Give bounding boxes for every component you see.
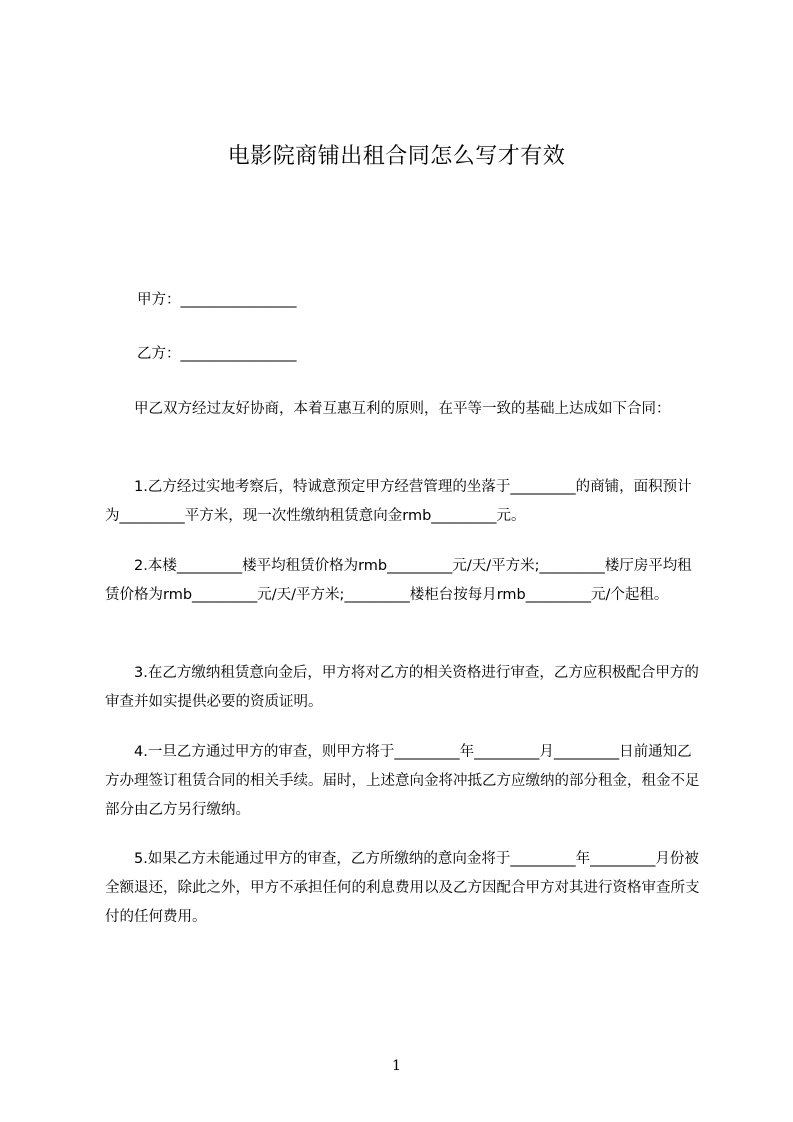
clause-2: 2.本楼_________楼平均租赁价格为rmb_________元/天/平方米;_________楼厅房平均租赁价格为rmb_________元/天/平方米;_________楼柜台按每月rmb_________元/个起租。 <box>105 558 692 603</box>
party-b-line: 乙方：________________ <box>137 346 297 362</box>
party-a-line: 甲方：________________ <box>137 292 297 308</box>
document-title: 电影院商铺出租合同怎么写才有效 <box>227 144 566 169</box>
clause-4: 4.一旦乙方通过甲方的审查，则甲方将于_________年_________月_________日前通知乙方办理签订租赁合同的相关手续。届时，上述意向金将冲抵乙方应缴纳的部分租金，租金不足部分由乙方另行缴纳。 <box>105 744 700 818</box>
intro-paragraph: 甲乙双方经过友好协商，本着互惠互利的原则，在平等一致的基础上达成如下合同： <box>105 401 671 417</box>
clause-3: 3.在乙方缴纳租赁意向金后，甲方将对乙方的相关资格进行审查，乙方应积极配合甲方的审查并如实提供必要的资质证明。 <box>105 665 699 710</box>
page-number: 1 <box>392 1058 401 1074</box>
clause-5: 5.如果乙方未能通过甲方的审查，乙方所缴纳的意向金将于_________年_________月份被全额退还，除此之外，甲方不承担任何的利息费用以及乙方因配合甲方对其进行资格审查所支付的任何费用。 <box>105 851 700 925</box>
clause-1: 1.乙方经过实地考察后，特诚意预定甲方经营管理的坐落于_________的商铺，面积预计为_________平方米，现一次性缴纳租赁意向金rmb_________元。 <box>105 479 692 524</box>
